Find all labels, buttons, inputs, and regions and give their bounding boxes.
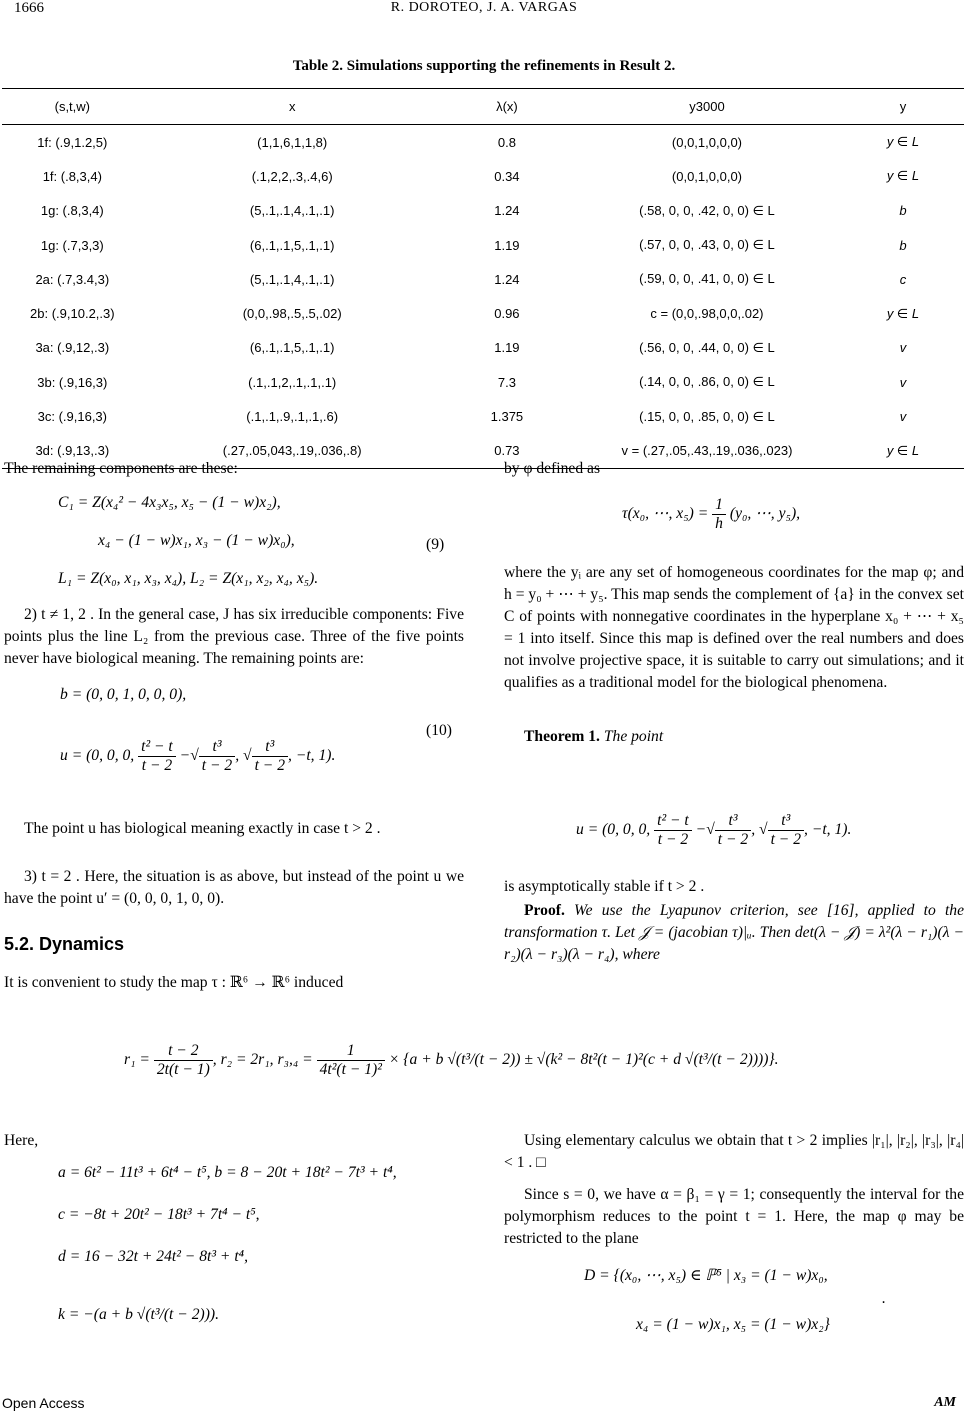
table-cell: 3d: (.9,13,.3) (2, 434, 143, 469)
dynamics-paragraph: It is convenient to study the map τ : ℝ⁶ → ℝ⁶ induced (4, 974, 344, 991)
table-row (2, 296, 964, 330)
running-header: R. DOROTEO, J. A. VARGAS (390, 0, 578, 15)
table-cell: (5,.1,.1,4,.1,.1) (249, 203, 335, 219)
table-cell: c = (0,0,.98,0,0,.02) (650, 306, 764, 322)
table-cell: 1f: (.9,1.2,5) (37, 134, 108, 150)
table-cell: 1g: (.8,3,4) (40, 203, 104, 219)
table-cell: (.1,.1,2,.1,.1,.1) (248, 374, 337, 390)
tau-definition: τ(x₀, ⋯, x₅) = $\frac{1}{h}$ (y₀, ⋯, y₅), (622, 496, 801, 532)
table-cell: (0,0,.98,.5,.5,.02) (242, 306, 342, 322)
table-cell: b (899, 203, 907, 219)
table-cell: 1.24 (494, 203, 520, 219)
fraction: $\frac{1}{h}$ (712, 496, 726, 533)
table-cell: (.14, 0, 0, .86, 0, 0) ∈ L (639, 374, 775, 390)
col-header: (s,t,w) (2, 89, 143, 125)
plane-D-line2: x₄ = (1 − w)x₁, x₅ = (1 − w)x₂} (636, 1316, 830, 1333)
table-cell: y ∈ L (886, 305, 920, 321)
table-cell: (.15, 0, 0, .85, 0, 0) ∈ L (639, 408, 775, 424)
eq10-number: (10) (426, 722, 452, 739)
table-cell: (.59, 0, 0, .41, 0, 0) ∈ L (639, 271, 775, 287)
table-row (2, 125, 964, 160)
table-cell: v (899, 340, 907, 356)
table-cell: 0.34 (494, 168, 520, 184)
table-cell: (0,0,1,0,0,0) (671, 134, 743, 150)
table-cell: 0.73 (442, 434, 572, 469)
table-cell: 1f: (.8,3,4) (42, 168, 102, 184)
using-paragraph: Using elementary calculus we obtain that t > 2 implies |r₁|, |r₂|, |r₃|, |r₄| < 1 . □ (504, 1132, 964, 1171)
eq-c: c = −8t + 20t² − 18t³ + 7t⁴ − t⁵, (58, 1206, 260, 1223)
table-header-row (2, 89, 964, 125)
table-cell: c (899, 271, 907, 287)
table-cell: (5,.1,.1,4,.1,.1) (249, 271, 335, 287)
u-meaning: The point u has biological meaning exactly in case t > 2 . (24, 820, 381, 837)
table-cell: (.58, 0, 0, .42, 0, 0) ∈ L (639, 202, 775, 218)
col-header: y3000 (572, 89, 842, 125)
eq10-b: b = (0, 0, 1, 0, 0, 0), (60, 686, 187, 703)
table-cell: v (899, 374, 907, 390)
table-cell: y ∈ L (886, 134, 920, 150)
fraction: $\frac{\text{t² − t}}{t - 2}$ (138, 738, 176, 775)
eq9-number: (9) (426, 536, 445, 553)
table-cell: (.57, 0, 0, .43, 0, 0) ∈ L (639, 237, 775, 253)
table-cell: 1g: (.7,3,3) (40, 237, 104, 253)
table-cell: (.56, 0, 0, .44, 0, 0) ∈ L (639, 339, 775, 355)
eq-d: d = 16 − 32t + 24t² − 8t³ + t⁴, (58, 1248, 248, 1265)
fraction: $\frac{\text{t³}}{t - 2}$ (252, 738, 288, 775)
case2-paragraph: 2) t ≠ 1, 2 . In the general case, J has six irreducible components: Five points plus the line L₂ from the previous case. Three of the five points never have biological meaning. The remaining points are: (4, 606, 464, 667)
table-cell: (6,.1,.1,5,.1,.1) (249, 237, 335, 253)
table-row (2, 159, 964, 193)
eq9-line3: L₁ = Z(x₀, x₁, x₃, x₄), L₂ = Z(x₁, x₂, x₄, x₅). (58, 570, 319, 587)
table-row (2, 262, 964, 296)
left-intro: The remaining components are these: (4, 460, 238, 477)
here-label: Here, (4, 1132, 39, 1149)
table-cell: v = (.27,.05,.43,.19,.036,.023) (572, 434, 842, 469)
theorem-1: Theorem 1. The point (524, 728, 664, 745)
since-paragraph: Since s = 0, we have α = β₁ = γ = 1; consequently the interval for the polymorphism reduces to the point t = 1. Here, the map φ may be restricted to the plane (504, 1186, 964, 1247)
table-cell: 0.96 (494, 306, 520, 322)
table-cell: (1,1,6,1,1,8) (257, 134, 328, 150)
table-cell: 1.19 (494, 237, 520, 253)
table-cell: (0,0,1,0,0,0) (671, 168, 743, 184)
by-phi: by φ defined as (504, 460, 601, 477)
where-paragraph: where the yᵢ are any set of homogeneous coordinates for the map φ; and h = y₀ + ⋯ + y₅. This map sends the complement of {a} in the convex set C of points with nonnegative coordinates in the hyperplane x₀ + ⋯ + x₅ = 1 into itself. Since this map is defined over the real numbers and does not involve projective space, it is suitable to carry out simulations; and it qualifies as a traditional model for the biological phenomena. (504, 564, 964, 691)
table-cell: y ∈ L (886, 168, 920, 184)
plane-D-line1: D = {(x₀, ⋯, x₅) ∈ ℙ⁵ | x₃ = (1 − w)x₀, (584, 1267, 828, 1284)
table-cell: b (899, 237, 907, 253)
table-cell: (.27,.05,043,.19,.036,.8) (143, 434, 442, 469)
table-row (2, 399, 964, 433)
table-cell: 3b: (.9,16,3) (37, 374, 108, 390)
proof-paragraph: Proof. We use the Lyapunov criterion, see [16], applied to the transformation τ. Let 𝒥 = (jacobian τ)|ᵤ. Then det(λ − 𝒥) = λ²(λ − r₁)(λ − r₂)(λ − r₃)(λ − r₄), where (504, 902, 964, 963)
col-header: x (143, 89, 442, 125)
roots-equation: r₁ = $\frac{t - 2}{2t(t - 1)}$ , r₂ = 2r₁, r₃,₄ = $\frac{1}{\text{4t²(t − 1)²}}$ × {a + b √(t³/(t − 2)) ± √(k² − 8t²(t − 1)²(c + d √(t³/(t − 2))))}. (124, 1042, 779, 1078)
table-row (2, 194, 964, 228)
simulation-table (2, 88, 964, 469)
table-cell: 1.19 (494, 340, 520, 356)
table-cell: 7.3 (497, 374, 516, 390)
table-cell: (.1,.1,.9,.1,.1,.6) (246, 409, 339, 425)
footer-journal: AM (934, 1395, 956, 1410)
table-cell: 0.8 (497, 134, 516, 150)
table-cell: 3a: (.9,12,.3) (35, 340, 110, 356)
table-row (2, 365, 964, 399)
table-cell: (6,.1,.1,5,.1,.1) (249, 340, 335, 356)
col-header: y (842, 89, 964, 125)
eq-k: k = −(a + b √(t³/(t − 2))). (58, 1306, 219, 1323)
theorem-u-point: u = (0, 0, 0, $\frac{\text{t² − t}}{t - 2}$ −√ $\frac{\text{t³}}{t - 2}$ , √ $\frac{\text{t³}}{t - 2}$ , −t, 1). (576, 812, 852, 848)
eq-a-b: a = 6t² − 11t³ + 6t⁴ − t⁵, b = 8 − 20t + 18t² − 7t³ + t⁴, (58, 1164, 397, 1181)
table-cell: 2a: (.7,3.4,3) (35, 271, 110, 287)
table-cell: (.1,2,2,.3,.4,6) (251, 168, 333, 184)
period: . (882, 1290, 886, 1307)
table-cell: y ∈ L (842, 434, 964, 469)
table-cell: 1.375 (490, 409, 524, 425)
eq10-u: u = (0, 0, 0, $\frac{\text{t² − t}}{t - 2}$ −√ $\frac{\text{t³}}{t - 2}$ , √ $\frac{\text{t³}}{t - 2}$ , −t, 1). (60, 738, 336, 774)
case3-paragraph: 3) t = 2 . Here, the situation is as above, but instead of the point u we have the point u′ = (0, 0, 0, 1, 0, 0). (4, 868, 464, 907)
table-caption: Table 2. Simulations supporting the refinements in Result 2. (292, 58, 676, 74)
table-row (2, 331, 964, 365)
table-cell: v (899, 409, 907, 425)
footer-open-access: Open Access (2, 1395, 85, 1411)
table-cell: 1.24 (494, 271, 520, 287)
eq9-line2: x₄ − (1 − w)x₁, x₃ − (1 − w)x₀), (98, 532, 295, 549)
asymptotic: is asymptotically stable if t > 2 . (504, 878, 705, 895)
page-number: 1666 (14, 0, 44, 16)
table-cell: 2b: (.9,10.2,.3) (30, 306, 115, 322)
fraction: $\frac{\text{t³}}{t - 2}$ (199, 738, 235, 775)
table-row (2, 228, 964, 262)
table-cell: 3c: (.9,16,3) (37, 409, 107, 425)
section-heading: 5.2. Dynamics (4, 934, 125, 954)
eq9-line1: C₁ = Z(x₄² − 4x₃x₅, x₅ − (1 − w)x₂), (58, 494, 281, 511)
col-header: λ(x) (442, 89, 572, 125)
